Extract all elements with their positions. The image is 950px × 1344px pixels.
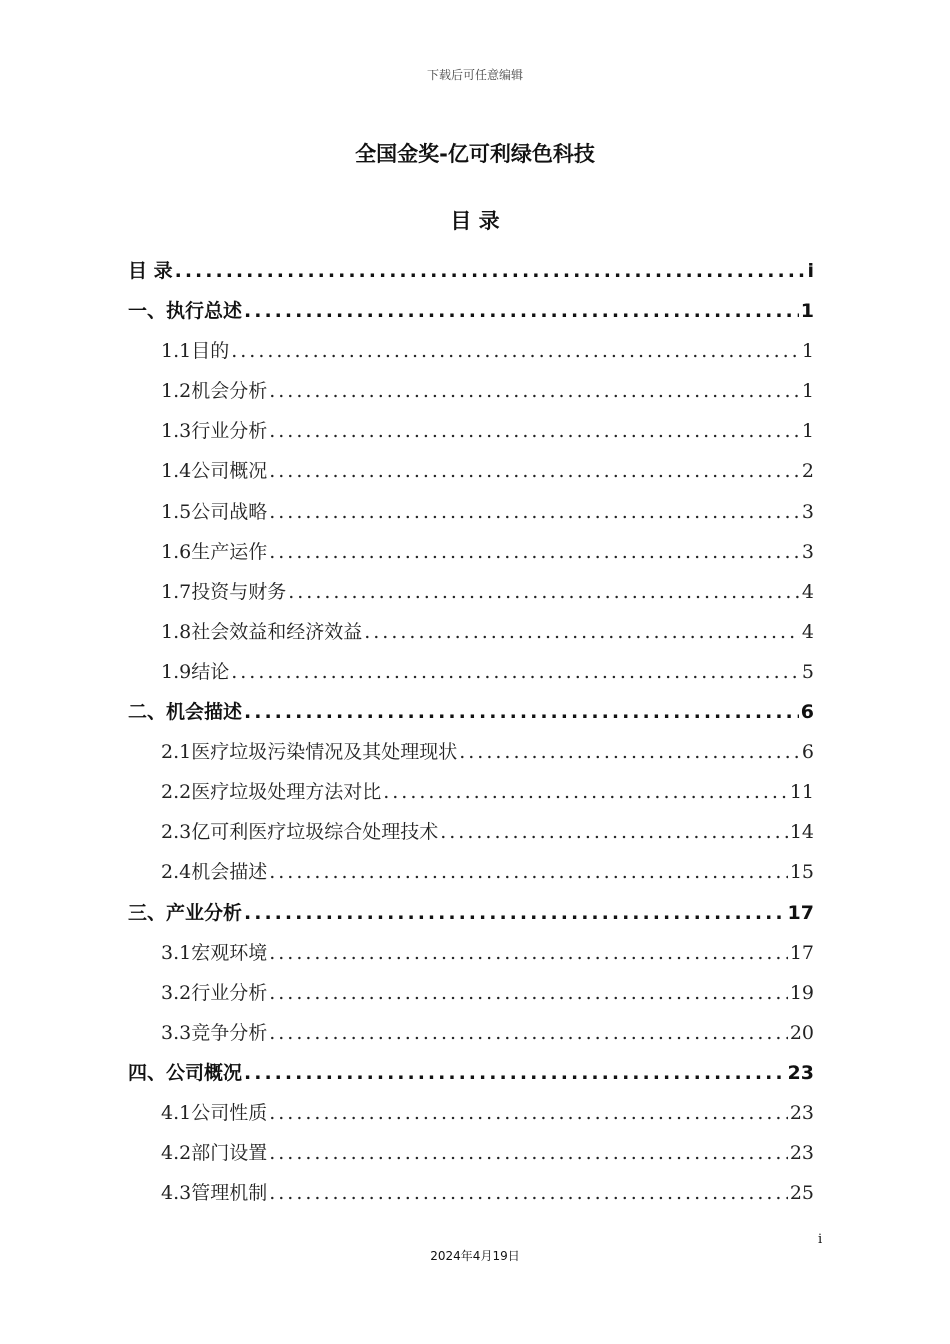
toc-heading: 目 录 — [450, 209, 500, 233]
toc-entry-label: 1.5公司战略 — [161, 500, 268, 523]
toc-dot-leader — [269, 411, 800, 451]
toc-section-entry[interactable] — [128, 652, 814, 692]
toc-entry-page: 23 — [789, 1142, 814, 1165]
toc-section-entry[interactable] — [128, 812, 814, 852]
toc-chapter-entry[interactable] — [128, 1053, 814, 1093]
toc-dot-leader — [231, 331, 800, 371]
toc-entry-page: 19 — [789, 981, 814, 1004]
toc-entry-label: 4.1公司性质 — [161, 1101, 268, 1124]
toc-dot-leader — [459, 732, 800, 772]
toc-entry-page: 1 — [801, 380, 814, 403]
toc-entry-page: 14 — [789, 821, 814, 844]
page-footer-date: 2024年4月19日 — [430, 1249, 520, 1263]
toc-entry-label: 三、产业分析 — [128, 901, 243, 924]
toc-dot-leader — [244, 291, 799, 331]
toc-entry-page: 6 — [801, 741, 814, 764]
toc-entry-page: 11 — [789, 781, 814, 804]
table-of-contents — [128, 251, 814, 1213]
toc-section-entry[interactable] — [128, 852, 814, 892]
toc-dot-leader — [269, 933, 788, 973]
toc-section-entry[interactable] — [128, 732, 814, 772]
toc-dot-leader — [269, 532, 800, 572]
toc-dot-leader — [364, 612, 800, 652]
toc-section-entry[interactable] — [128, 331, 814, 371]
toc-dot-leader — [383, 772, 788, 812]
toc-dot-leader — [269, 973, 788, 1013]
toc-section-entry[interactable] — [128, 612, 814, 652]
toc-entry-label: 一、执行总述 — [128, 300, 243, 323]
toc-entry-label: 1.9结论 — [161, 660, 230, 683]
toc-entry-page: 15 — [789, 861, 814, 884]
toc-entry-label: 1.2机会分析 — [161, 380, 268, 403]
toc-entry-page: 17 — [787, 901, 814, 924]
toc-section-entry[interactable] — [128, 1093, 814, 1133]
toc-dot-leader — [244, 1053, 786, 1093]
toc-entry-page: 5 — [801, 660, 814, 683]
page-number: i — [818, 1232, 823, 1247]
toc-entry-label: 2.2医疗垃圾处理方法对比 — [161, 781, 382, 804]
toc-entry-label: 3.1宏观环境 — [161, 941, 268, 964]
toc-section-entry[interactable] — [128, 1173, 814, 1213]
toc-section-entry[interactable] — [128, 492, 814, 532]
toc-dot-leader — [244, 893, 786, 933]
toc-chapter-entry[interactable] — [128, 251, 814, 291]
toc-entry-label: 2.4机会描述 — [161, 861, 268, 884]
toc-entry-label: 3.3竞争分析 — [161, 1021, 268, 1044]
toc-entry-page: 3 — [801, 500, 814, 523]
toc-entry-page: 6 — [800, 701, 814, 724]
toc-entry-page: 25 — [789, 1182, 814, 1205]
toc-entry-page: 1 — [801, 340, 814, 363]
toc-entry-label: 二、机会描述 — [128, 701, 243, 724]
toc-chapter-entry[interactable] — [128, 692, 814, 732]
toc-dot-leader — [231, 652, 800, 692]
toc-entry-label: 1.3行业分析 — [161, 420, 268, 443]
toc-dot-leader — [269, 492, 800, 532]
toc-entry-page: i — [807, 260, 814, 282]
toc-entry-label: 1.6生产运作 — [161, 540, 268, 563]
toc-section-entry[interactable] — [128, 1013, 814, 1053]
toc-entry-page: 17 — [789, 941, 814, 964]
toc-section-entry[interactable] — [128, 1133, 814, 1173]
toc-dot-leader — [244, 692, 799, 732]
toc-dot-leader — [269, 852, 788, 892]
toc-dot-leader — [269, 1173, 788, 1213]
toc-section-entry[interactable] — [128, 973, 814, 1013]
toc-section-entry[interactable] — [128, 572, 814, 612]
toc-section-entry[interactable] — [128, 371, 814, 411]
toc-dot-leader — [269, 451, 800, 491]
toc-entry-label: 4.2部门设置 — [161, 1142, 268, 1165]
toc-dot-leader — [440, 812, 788, 852]
toc-entry-label: 2.1医疗垃圾污染情况及其处理现状 — [161, 741, 458, 764]
toc-entry-page: 1 — [801, 420, 814, 443]
toc-entry-label: 1.8社会效益和经济效益 — [161, 620, 363, 643]
toc-entry-label: 四、公司概况 — [128, 1061, 243, 1084]
toc-dot-leader — [269, 1013, 788, 1053]
toc-entry-page: 4 — [801, 580, 814, 603]
toc-entry-label: 目 录 — [128, 260, 173, 282]
toc-dot-leader — [288, 572, 800, 612]
toc-chapter-entry[interactable] — [128, 893, 814, 933]
toc-entry-page: 4 — [801, 620, 814, 643]
toc-dot-leader — [269, 371, 800, 411]
toc-entry-page: 2 — [801, 460, 814, 483]
toc-entry-page: 3 — [801, 540, 814, 563]
page-header: 下载后可任意编辑 — [426, 68, 523, 82]
document-title: 全国金奖-亿可利绿色科技 — [355, 142, 595, 166]
toc-section-entry[interactable] — [128, 411, 814, 451]
toc-entry-page: 23 — [789, 1101, 814, 1124]
toc-dot-leader — [175, 251, 806, 291]
toc-entry-page: 1 — [800, 300, 814, 323]
toc-section-entry[interactable] — [128, 772, 814, 812]
toc-entry-label: 4.3管理机制 — [161, 1182, 268, 1205]
toc-section-entry[interactable] — [128, 532, 814, 572]
toc-entry-page: 23 — [787, 1061, 814, 1084]
toc-dot-leader — [269, 1093, 788, 1133]
toc-section-entry[interactable] — [128, 933, 814, 973]
toc-entry-label: 1.1目的 — [161, 340, 230, 363]
toc-entry-label: 1.4公司概况 — [161, 460, 268, 483]
toc-entry-label: 1.7投资与财务 — [161, 580, 287, 603]
toc-chapter-entry[interactable] — [128, 291, 814, 331]
toc-dot-leader — [269, 1133, 788, 1173]
toc-entry-label: 2.3亿可利医疗垃圾综合处理技术 — [161, 821, 439, 844]
toc-entry-page: 20 — [789, 1021, 814, 1044]
toc-section-entry[interactable] — [128, 451, 814, 491]
toc-entry-label: 3.2行业分析 — [161, 981, 268, 1004]
